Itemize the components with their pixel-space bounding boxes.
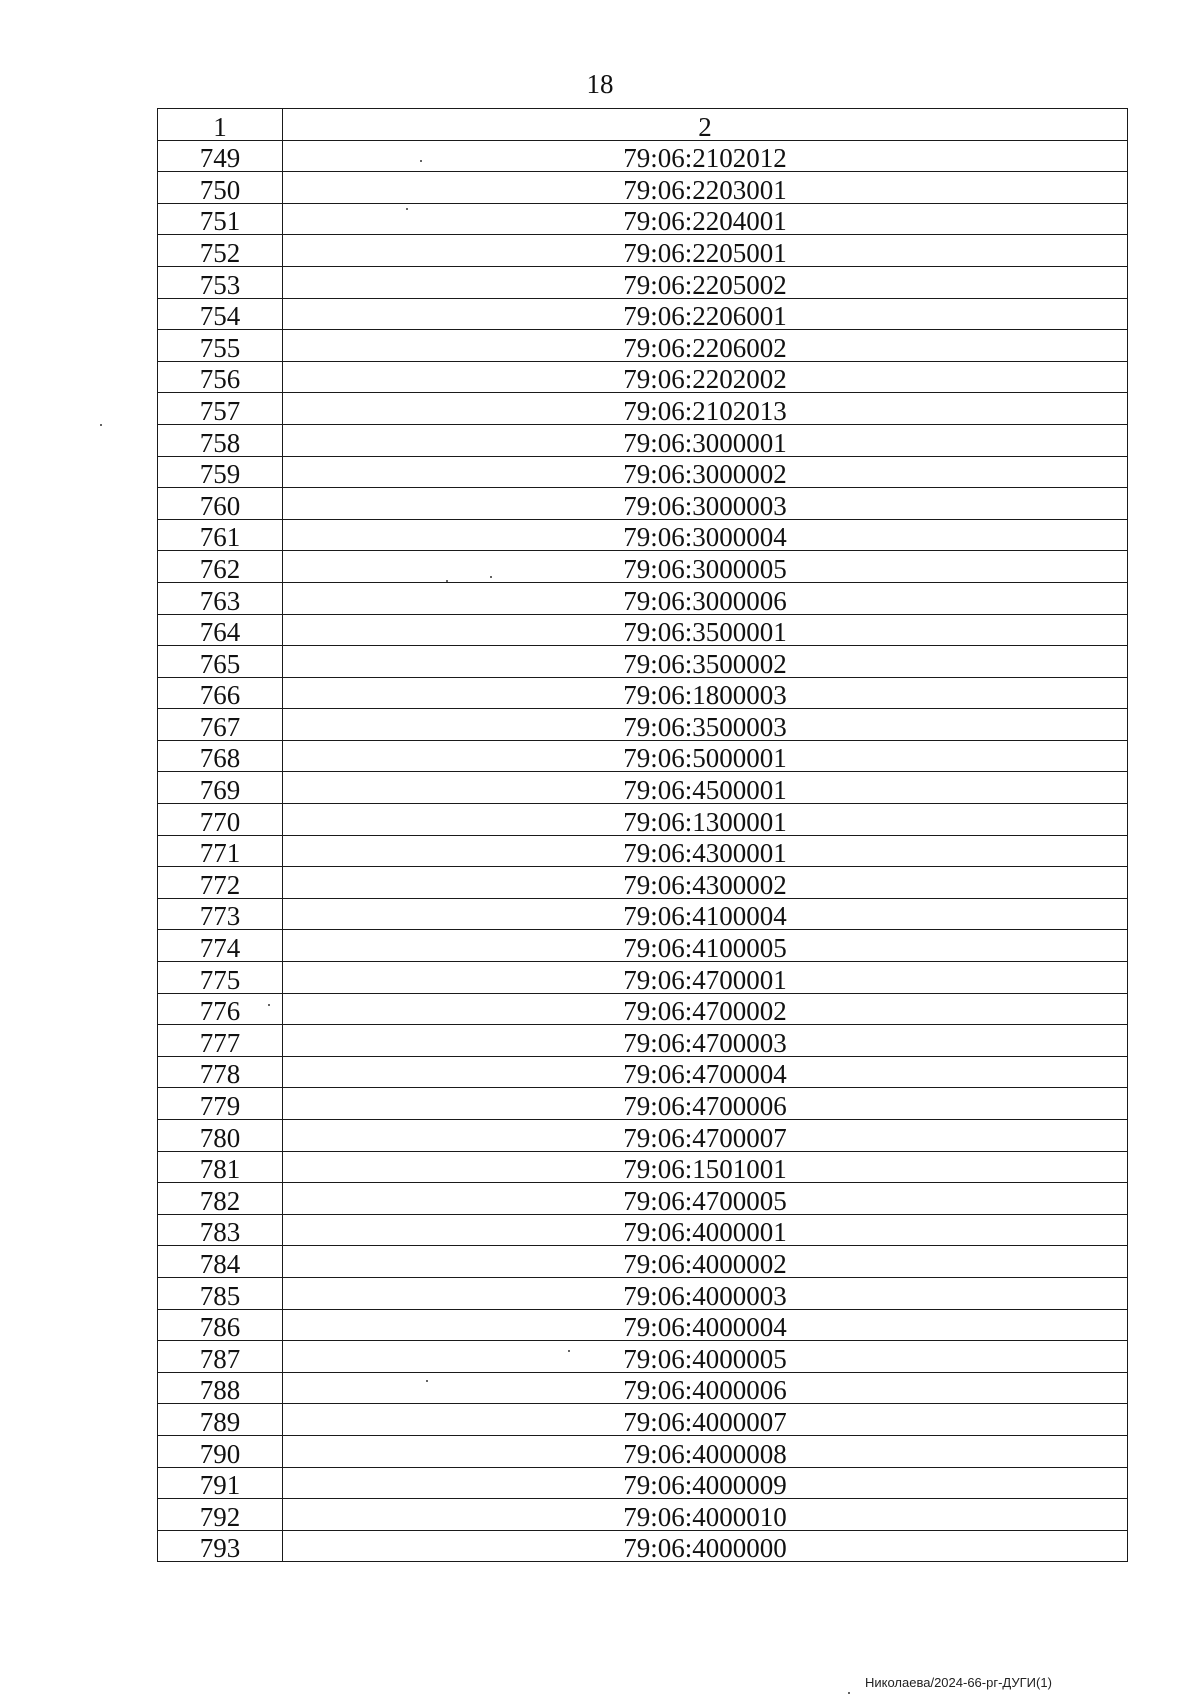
table-row	[158, 424, 1128, 456]
table-row	[158, 1151, 1128, 1183]
page-number: 18	[586, 69, 614, 99]
cadastral-code-cell: 79:06:4000002	[283, 1246, 1128, 1278]
row-number-cell: 783	[158, 1214, 283, 1246]
table-row	[158, 1530, 1128, 1562]
table-row	[158, 1499, 1128, 1531]
table-row	[158, 1277, 1128, 1309]
cadastral-code-cell: 79:06:2206002	[283, 330, 1128, 362]
table-row	[158, 709, 1128, 741]
row-number-cell: 782	[158, 1183, 283, 1215]
cadastral-code-cell: 79:06:1501001	[283, 1151, 1128, 1183]
cadastral-code-cell: 79:06:2204001	[283, 203, 1128, 235]
cadastral-code-cell: 79:06:1300001	[283, 804, 1128, 836]
cadastral-code-cell: 79:06:4000000	[283, 1530, 1128, 1562]
row-number-cell: 770	[158, 804, 283, 836]
cadastral-code-cell: 79:06:2205002	[283, 266, 1128, 298]
scan-speck	[568, 1350, 570, 1352]
row-number-cell: 771	[158, 835, 283, 867]
row-number-cell: 789	[158, 1404, 283, 1436]
row-number-cell: 756	[158, 361, 283, 393]
header-cell-code: 2	[283, 109, 1128, 141]
cadastral-code-cell: 79:06:2202002	[283, 361, 1128, 393]
cadastral-code-cell: 79:06:3000002	[283, 456, 1128, 488]
cadastral-code-cell: 79:06:3000004	[283, 519, 1128, 551]
cadastral-code-cell: 79:06:4000006	[283, 1372, 1128, 1404]
table-row	[158, 330, 1128, 362]
row-number-cell: 758	[158, 424, 283, 456]
row-number-cell: 774	[158, 930, 283, 962]
row-number-cell: 761	[158, 519, 283, 551]
table-row	[158, 456, 1128, 488]
row-number-cell: 785	[158, 1277, 283, 1309]
row-number-cell: 793	[158, 1530, 283, 1562]
table-row	[158, 1088, 1128, 1120]
table-row	[158, 646, 1128, 678]
table-row	[158, 519, 1128, 551]
cadastral-code-cell: 79:06:2102013	[283, 393, 1128, 425]
row-number-cell: 751	[158, 203, 283, 235]
row-number-cell: 769	[158, 772, 283, 804]
table-row	[158, 203, 1128, 235]
scan-speck	[268, 1004, 270, 1006]
scan-speck	[406, 208, 408, 210]
row-number-cell: 776	[158, 993, 283, 1025]
table-row	[158, 898, 1128, 930]
cadastral-quarters-table	[157, 108, 1128, 1562]
row-number-cell: 754	[158, 298, 283, 330]
cadastral-code-cell: 79:06:4300001	[283, 835, 1128, 867]
header-cell-number: 1	[158, 109, 283, 141]
row-number-cell: 766	[158, 677, 283, 709]
table-row	[158, 235, 1128, 267]
row-number-cell: 773	[158, 898, 283, 930]
cadastral-code-cell: 79:06:4700007	[283, 1120, 1128, 1152]
row-number-cell: 777	[158, 1025, 283, 1057]
table-row	[158, 835, 1128, 867]
cadastral-code-cell: 79:06:4700004	[283, 1056, 1128, 1088]
row-number-cell: 762	[158, 551, 283, 583]
cadastral-code-cell: 79:06:4000010	[283, 1499, 1128, 1531]
scan-speck	[100, 424, 102, 426]
row-number-cell: 780	[158, 1120, 283, 1152]
cadastral-code-cell: 79:06:4500001	[283, 772, 1128, 804]
cadastral-code-cell: 79:06:4700006	[283, 1088, 1128, 1120]
cadastral-code-cell: 79:06:4000004	[283, 1309, 1128, 1341]
cadastral-code-cell: 79:06:4100005	[283, 930, 1128, 962]
row-number-cell: 757	[158, 393, 283, 425]
row-number-cell: 752	[158, 235, 283, 267]
cadastral-code-cell: 79:06:4000001	[283, 1214, 1128, 1246]
cadastral-code-cell: 79:06:2205001	[283, 235, 1128, 267]
table-row	[158, 772, 1128, 804]
table-row	[158, 1372, 1128, 1404]
table-row	[158, 1404, 1128, 1436]
cadastral-code-cell: 79:06:1800003	[283, 677, 1128, 709]
row-number-cell: 791	[158, 1467, 283, 1499]
cadastral-code-cell: 79:06:4000003	[283, 1277, 1128, 1309]
row-number-cell: 784	[158, 1246, 283, 1278]
table-row	[158, 1120, 1128, 1152]
row-number-cell: 790	[158, 1435, 283, 1467]
table-row	[158, 1467, 1128, 1499]
cadastral-code-cell: 79:06:3000003	[283, 488, 1128, 520]
cadastral-code-cell: 79:06:4000007	[283, 1404, 1128, 1436]
table-row	[158, 488, 1128, 520]
table-row	[158, 266, 1128, 298]
row-number-cell: 792	[158, 1499, 283, 1531]
row-number-cell: 786	[158, 1309, 283, 1341]
table-body	[158, 109, 1128, 1562]
table-row	[158, 930, 1128, 962]
cadastral-code-cell: 79:06:3500003	[283, 709, 1128, 741]
cadastral-code-cell: 79:06:2203001	[283, 172, 1128, 204]
row-number-cell: 759	[158, 456, 283, 488]
row-number-cell: 760	[158, 488, 283, 520]
table-header-row	[158, 109, 1128, 141]
row-number-cell: 753	[158, 266, 283, 298]
cadastral-code-cell: 79:06:4700005	[283, 1183, 1128, 1215]
cadastral-code-cell: 79:06:4700001	[283, 962, 1128, 994]
table-row	[158, 1025, 1128, 1057]
row-number-cell: 779	[158, 1088, 283, 1120]
scan-speck	[490, 576, 492, 578]
cadastral-code-cell: 79:06:3000006	[283, 582, 1128, 614]
row-number-cell: 768	[158, 740, 283, 772]
table-row	[158, 1183, 1128, 1215]
table-row	[158, 1309, 1128, 1341]
cadastral-code-cell: 79:06:3000001	[283, 424, 1128, 456]
table-row	[158, 551, 1128, 583]
table-row	[158, 1214, 1128, 1246]
row-number-cell: 788	[158, 1372, 283, 1404]
cadastral-code-cell: 79:06:4700003	[283, 1025, 1128, 1057]
table-row	[158, 298, 1128, 330]
table-row	[158, 1056, 1128, 1088]
scan-speck	[446, 580, 448, 582]
table-row	[158, 867, 1128, 899]
row-number-cell: 781	[158, 1151, 283, 1183]
table-row	[158, 740, 1128, 772]
cadastral-code-cell: 79:06:4000009	[283, 1467, 1128, 1499]
table-row	[158, 1246, 1128, 1278]
cadastral-code-cell: 79:06:4000005	[283, 1341, 1128, 1373]
table-row	[158, 993, 1128, 1025]
row-number-cell: 764	[158, 614, 283, 646]
table-row	[158, 677, 1128, 709]
table-row	[158, 172, 1128, 204]
scan-speck	[420, 160, 422, 162]
cadastral-code-cell: 79:06:4100004	[283, 898, 1128, 930]
cadastral-code-cell: 79:06:3500002	[283, 646, 1128, 678]
document-code: Николаева/2024-66-рг-ДУГИ(1)	[865, 1675, 1052, 1690]
scan-speck	[426, 1380, 428, 1382]
table-row	[158, 393, 1128, 425]
cadastral-code-cell: 79:06:5000001	[283, 740, 1128, 772]
cadastral-code-cell: 79:06:3000005	[283, 551, 1128, 583]
row-number-cell: 787	[158, 1341, 283, 1373]
table-row	[158, 1435, 1128, 1467]
table-row	[158, 614, 1128, 646]
row-number-cell: 778	[158, 1056, 283, 1088]
table-row	[158, 1341, 1128, 1373]
row-number-cell: 767	[158, 709, 283, 741]
row-number-cell: 750	[158, 172, 283, 204]
row-number-cell: 763	[158, 582, 283, 614]
table-row	[158, 582, 1128, 614]
cadastral-code-cell: 79:06:3500001	[283, 614, 1128, 646]
cadastral-code-cell: 79:06:4700002	[283, 993, 1128, 1025]
table-row	[158, 140, 1128, 172]
row-number-cell: 775	[158, 962, 283, 994]
cadastral-code-cell: 79:06:4000008	[283, 1435, 1128, 1467]
row-number-cell: 772	[158, 867, 283, 899]
cadastral-code-cell: 79:06:2102012	[283, 140, 1128, 172]
table-row	[158, 361, 1128, 393]
row-number-cell: 749	[158, 140, 283, 172]
cadastral-code-cell: 79:06:2206001	[283, 298, 1128, 330]
table-row	[158, 962, 1128, 994]
scan-speck	[848, 1692, 850, 1694]
cadastral-code-cell: 79:06:4300002	[283, 867, 1128, 899]
row-number-cell: 765	[158, 646, 283, 678]
table-row	[158, 804, 1128, 836]
row-number-cell: 755	[158, 330, 283, 362]
